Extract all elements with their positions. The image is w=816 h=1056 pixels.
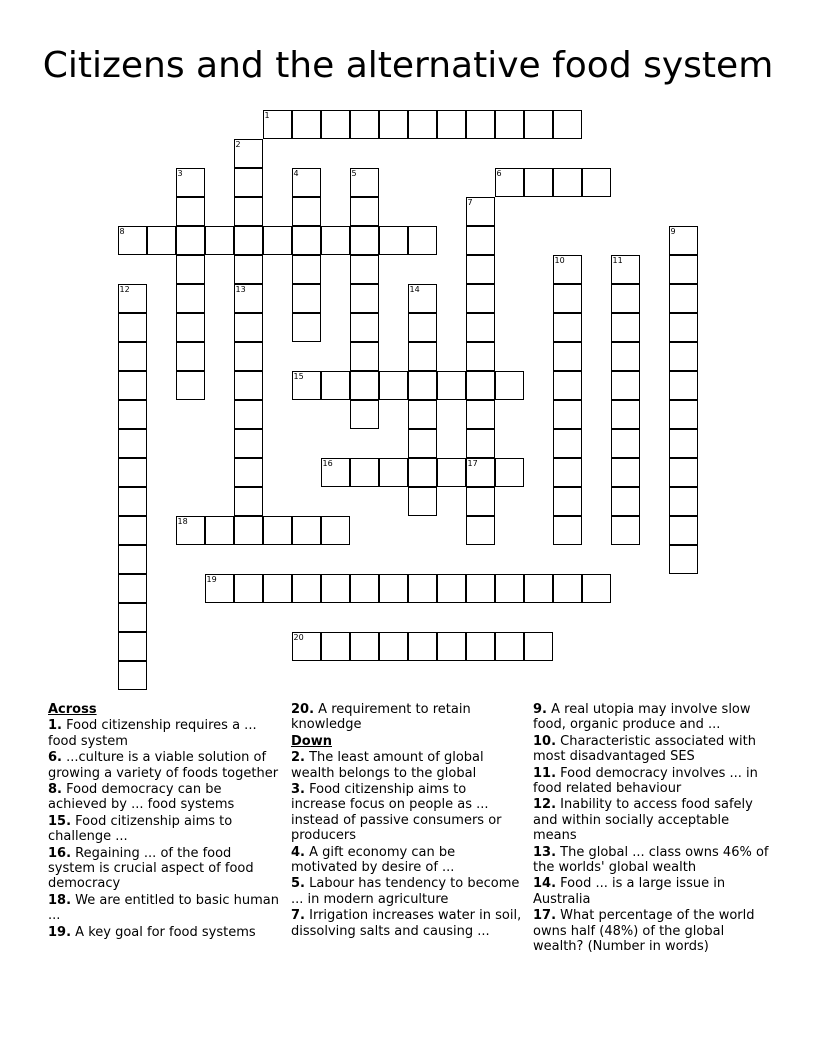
clue-number-label: 8. [48,782,62,798]
grid-cell[interactable] [234,371,263,400]
grid-cell[interactable] [669,545,698,574]
grid-cell[interactable] [495,371,524,400]
clue-number: 10 [554,256,565,265]
clue-number: 18 [177,517,188,526]
grid-cell[interactable] [669,487,698,516]
grid-cell[interactable] [118,342,147,371]
clue-number: 13 [235,285,246,294]
grid-cell[interactable] [292,197,321,226]
grid-cell[interactable] [234,139,263,168]
grid-cell[interactable] [379,574,408,603]
clue-text: Food democracy can be achieved by ... food systems [48,782,235,813]
clue-text: A requirement to retain knowledge [291,702,471,733]
grid-cell[interactable] [669,371,698,400]
clue-number-label: 20. [291,702,315,717]
grid-cell[interactable] [350,110,379,139]
grid-cell[interactable] [176,226,205,255]
grid-cell[interactable] [118,632,147,661]
grid-cell[interactable] [118,516,147,545]
grid-cell[interactable] [466,574,495,603]
grid-cell[interactable] [118,661,147,690]
grid-cell[interactable] [234,255,263,284]
grid-cell[interactable] [118,458,147,487]
grid-cell[interactable] [118,226,147,255]
grid-cell[interactable] [495,110,524,139]
clue-number-label: 12. [533,797,557,813]
grid-cell[interactable] [495,632,524,661]
grid-cell[interactable] [234,197,263,226]
grid-cell[interactable] [350,458,379,487]
clue-text: We are entitled to basic human ... [48,892,279,924]
grid-cell[interactable] [466,429,495,458]
clue-number-label: 4. [291,844,305,860]
grid-cell[interactable] [437,371,466,400]
grid-cell[interactable] [408,487,437,516]
grid-cell[interactable] [466,110,495,139]
clue-number-label: 10. [533,733,557,749]
grid-cell[interactable] [292,226,321,255]
grid-cell[interactable] [321,632,350,661]
grid-cell[interactable] [408,226,437,255]
down-clue [291,908,523,939]
down-clue [533,702,773,733]
grid-cell[interactable] [176,342,205,371]
clue-number: 2 [235,140,241,149]
grid-cell[interactable] [408,342,437,371]
clue-text: Inability to access food safely and within socially acceptable means [533,797,753,844]
grid-cell[interactable] [234,284,263,313]
grid-cell[interactable] [321,458,350,487]
grid-cell[interactable] [524,168,553,197]
grid-cell[interactable] [437,632,466,661]
grid-cell[interactable] [350,371,379,400]
across-clue [48,893,280,924]
grid-cell[interactable] [350,226,379,255]
clue-number: 20 [293,633,304,642]
grid-cell[interactable] [292,516,321,545]
down-clue [533,908,773,954]
clue-text: ...culture is a viable solution of growing a variety of foods together [48,750,279,781]
clue-text: Regaining ... of the food system is crucial aspect of food democracy [48,845,254,892]
clue-text: The least amount of global wealth belongs to the global [291,750,484,781]
grid-cell[interactable] [466,632,495,661]
grid-cell[interactable] [408,574,437,603]
grid-cell[interactable] [379,632,408,661]
grid-cell[interactable] [669,284,698,313]
clue-text: Food citizenship requires a ... food system [48,718,257,749]
grid-cell[interactable] [669,400,698,429]
grid-cell[interactable] [118,545,147,574]
grid-cell[interactable] [437,574,466,603]
grid-cell[interactable] [553,255,582,284]
clue-text: The global ... class owns 46% of the worlds' global wealth [533,844,769,876]
clue-text: Labour has tendency to become ... in modern agriculture [291,876,520,907]
grid-cell[interactable] [292,255,321,284]
grid-cell[interactable] [553,284,582,313]
clue-number: 3 [177,169,183,178]
grid-cell[interactable] [524,110,553,139]
grid-cell[interactable] [553,574,582,603]
grid-cell[interactable] [582,168,611,197]
grid-cell[interactable] [466,197,495,226]
grid-cell[interactable] [292,168,321,197]
clue-number-label: 6. [48,750,62,766]
down-clue [533,734,773,765]
across-clue [291,702,523,733]
grid-cell[interactable] [263,110,292,139]
across-clue [48,750,280,781]
grid-cell[interactable] [611,313,640,342]
grid-cell[interactable] [669,226,698,255]
grid-cell[interactable] [466,458,495,487]
grid-cell[interactable] [553,516,582,545]
grid-cell[interactable] [292,371,321,400]
grid-cell[interactable] [321,226,350,255]
grid-cell[interactable] [234,342,263,371]
grid-cell[interactable] [466,226,495,255]
grid-cell[interactable] [553,313,582,342]
puzzle-title: Citizens and the alternative food system [42,45,774,86]
grid-cell[interactable] [408,284,437,313]
grid-cell[interactable] [611,284,640,313]
grid-cell[interactable] [495,168,524,197]
grid-cell[interactable] [321,516,350,545]
grid-cell[interactable] [379,226,408,255]
grid-cell[interactable] [234,487,263,516]
grid-cell[interactable] [176,284,205,313]
clue-number: 12 [119,285,130,294]
grid-cell[interactable] [553,400,582,429]
grid-cell[interactable] [292,632,321,661]
grid-cell[interactable] [234,226,263,255]
grid-cell[interactable] [408,458,437,487]
clue-number-label: 1. [48,718,62,734]
clue-number-label: 17. [533,908,557,924]
grid-cell[interactable] [321,574,350,603]
grid-cell[interactable] [379,458,408,487]
grid-cell[interactable] [553,342,582,371]
clue-number: 5 [351,169,357,178]
grid-cell[interactable] [118,313,147,342]
grid-cell[interactable] [350,284,379,313]
grid-cell[interactable] [611,371,640,400]
grid-cell[interactable] [553,110,582,139]
grid-cell[interactable] [118,574,147,603]
clue-number: 19 [206,575,217,584]
grid-cell[interactable] [437,110,466,139]
grid-cell[interactable] [234,168,263,197]
across-clue [48,782,280,813]
clue-number: 9 [670,227,676,236]
clue-text: A real utopia may involve slow food, organic produce and ... [533,702,751,733]
grid-cell[interactable] [292,110,321,139]
clue-text: A gift economy can be motivated by desire of ... [291,844,456,876]
grid-cell[interactable] [350,574,379,603]
clue-text: Irrigation increases water in soil, dissolving salts and causing ... [291,908,522,939]
grid-cell[interactable] [611,458,640,487]
clue-text: Food democracy involves ... in food related behaviour [533,765,758,797]
down-clue [533,845,773,876]
grid-cell[interactable] [611,255,640,284]
grid-cell[interactable] [466,487,495,516]
clue-number: 8 [119,227,125,236]
clue-number-label: 13. [533,844,557,860]
clue-number-label: 15. [48,813,72,829]
clue-number: 7 [467,198,473,207]
grid-cell[interactable] [408,632,437,661]
clue-number: 4 [293,169,299,178]
grid-cell[interactable] [437,458,466,487]
grid-cell[interactable] [350,632,379,661]
grid-cell[interactable] [350,313,379,342]
grid-cell[interactable] [176,168,205,197]
clue-number-label: 3. [291,782,305,798]
grid-cell[interactable] [350,168,379,197]
grid-cell[interactable] [611,487,640,516]
clues-column-3 [533,702,773,956]
grid-cell[interactable] [553,458,582,487]
across-clue [48,925,280,940]
clue-number: 14 [409,285,420,294]
grid-cell[interactable] [176,371,205,400]
grid-cell[interactable] [350,342,379,371]
grid-cell[interactable] [669,342,698,371]
grid-cell[interactable] [263,574,292,603]
grid-cell[interactable] [524,574,553,603]
grid-cell[interactable] [118,371,147,400]
grid-cell[interactable] [205,516,234,545]
grid-cell[interactable] [611,516,640,545]
clue-text: A key goal for food systems [71,924,256,940]
grid-cell[interactable] [205,574,234,603]
clue-text: Food citizenship aims to increase focus on people as ... instead of passive consumers or producers [291,782,502,844]
grid-cell[interactable] [466,516,495,545]
clue-number-label: 2. [291,750,305,766]
grid-cell[interactable] [205,226,234,255]
grid-cell[interactable] [466,342,495,371]
down-heading: Down [291,733,332,749]
clue-number: 17 [467,459,478,468]
across-heading: Across [48,702,97,717]
grid-cell[interactable] [147,226,176,255]
grid-cell[interactable] [611,429,640,458]
grid-cell[interactable] [553,429,582,458]
clues-column-2 [291,702,523,940]
clue-text: What percentage of the world owns half (48%) of the global wealth? (Number in words) [533,908,755,955]
grid-cell[interactable] [234,458,263,487]
clue-text: Characteristic associated with most disadvantaged SES [533,733,756,765]
clue-text: Food ... is a large issue in Australia [533,876,726,907]
down-clue [533,797,773,843]
grid-cell[interactable] [669,429,698,458]
grid-cell[interactable] [553,371,582,400]
grid-cell[interactable] [350,197,379,226]
grid-cell[interactable] [118,487,147,516]
grid-cell[interactable] [669,516,698,545]
grid-cell[interactable] [611,342,640,371]
grid-cell[interactable] [263,516,292,545]
grid-cell[interactable] [176,516,205,545]
grid-cell[interactable] [292,284,321,313]
grid-cell[interactable] [263,226,292,255]
grid-cell[interactable] [234,574,263,603]
grid-cell[interactable] [408,429,437,458]
grid-cell[interactable] [524,632,553,661]
down-clue [291,876,523,907]
grid-cell[interactable] [118,284,147,313]
grid-cell[interactable] [176,255,205,284]
clue-number-label: 19. [48,924,72,940]
down-clue [533,876,773,907]
grid-cell[interactable] [118,603,147,632]
grid-cell[interactable] [234,400,263,429]
grid-cell[interactable] [669,255,698,284]
grid-cell[interactable] [466,371,495,400]
grid-cell[interactable] [321,110,350,139]
clue-number: 1 [264,111,270,120]
grid-cell[interactable] [408,313,437,342]
grid-cell[interactable] [234,516,263,545]
grid-cell[interactable] [611,400,640,429]
grid-cell[interactable] [176,313,205,342]
down-clue [533,766,773,797]
grid-cell[interactable] [466,313,495,342]
clue-number-label: 16. [48,845,72,861]
grid-cell[interactable] [118,429,147,458]
grid-cell[interactable] [466,400,495,429]
down-clue [291,845,523,876]
grid-cell[interactable] [408,371,437,400]
clue-number: 6 [496,169,502,178]
grid-cell[interactable] [466,284,495,313]
grid-cell[interactable] [234,429,263,458]
across-clue [48,814,280,845]
clue-text: Food citizenship aims to challenge ... [48,813,233,845]
grid-cell[interactable] [292,313,321,342]
clue-number: 16 [322,459,333,468]
across-clue [48,846,280,892]
clue-number-label: 14. [533,876,557,892]
grid-cell[interactable] [669,458,698,487]
grid-cell[interactable] [118,400,147,429]
down-clue [291,782,523,844]
grid-cell[interactable] [669,313,698,342]
down-clue [291,750,523,781]
clue-number-label: 18. [48,892,72,908]
across-clue [48,718,280,749]
grid-cell[interactable] [379,110,408,139]
grid-cell[interactable] [553,487,582,516]
clue-number-label: 11. [533,765,557,781]
grid-cell[interactable] [582,574,611,603]
grid-cell[interactable] [495,574,524,603]
grid-cell[interactable] [408,110,437,139]
grid-cell[interactable] [495,458,524,487]
clue-number-label: 7. [291,908,305,924]
grid-cell[interactable] [466,255,495,284]
grid-cell[interactable] [553,168,582,197]
grid-cell[interactable] [176,197,205,226]
grid-cell[interactable] [350,255,379,284]
grid-cell[interactable] [350,400,379,429]
grid-cell[interactable] [379,371,408,400]
clue-number: 15 [293,372,304,381]
grid-cell[interactable] [234,313,263,342]
clues-column-1 [48,702,280,941]
grid-cell[interactable] [408,400,437,429]
grid-cell[interactable] [321,371,350,400]
grid-cell[interactable] [292,574,321,603]
clue-number: 11 [612,256,623,265]
clue-number-label: 9. [533,702,547,717]
clue-number-label: 5. [291,876,305,892]
